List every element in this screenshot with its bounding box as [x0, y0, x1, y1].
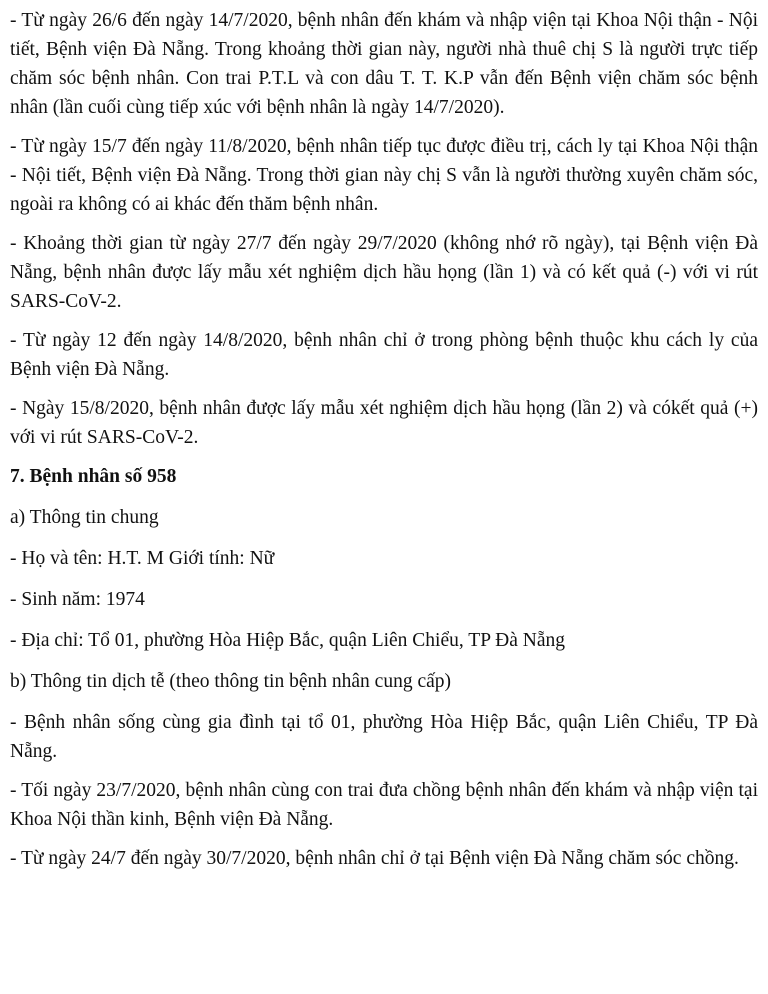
- general-info-title: a) Thông tin chung: [10, 507, 159, 528]
- birth-year-line: - Sinh năm: 1974: [10, 589, 145, 610]
- paragraph-hospital-visit: - Tối ngày 23/7/2020, bệnh nhân cùng con trai đưa chồng bệnh nhân đến khám và nhập viện tại Khoa Nội thần kinh, Bệnh viện Đà Nẵng.: [10, 780, 758, 830]
- paragraph-residence: - Bệnh nhân sống cùng gia đình tại tổ 01, phường Hòa Hiệp Bắc, quận Liên Chiểu, TP Đà Nẵng.: [10, 712, 758, 762]
- paragraph-first-test: - Khoảng thời gian từ ngày 27/7 đến ngày 29/7/2020 (không nhớ rõ ngày), tại Bệnh viện Đà Nẵng, bệnh nhân được lấy mẫu xét nghiệm dịch hầu họng (lần 1) và có kết quả (-) với vi rút SARS-CoV-2.: [10, 233, 758, 312]
- paragraph-second-test: - Ngày 15/8/2020, bệnh nhân được lấy mẫu xét nghiệm dịch hầu họng (lần 2) và cókết quả (+) với vi rút SARS-CoV-2.: [10, 398, 758, 448]
- paragraph-caregiving: - Từ ngày 24/7 đến ngày 30/7/2020, bệnh nhân chỉ ở tại Bệnh viện Đà Nẵng chăm sóc chồng.: [10, 848, 739, 869]
- section-heading: 7. Bệnh nhân số 958: [10, 466, 177, 487]
- document-page: [10, 6, 758, 883]
- address-line: - Địa chỉ: Tổ 01, phường Hòa Hiệp Bắc, quận Liên Chiểu, TP Đà Nẵng: [10, 630, 566, 651]
- name-gender-line: - Họ và tên: H.T. M Giới tính: Nữ: [10, 548, 275, 569]
- epidemiology-title: b) Thông tin dịch tễ (theo thông tin bệnh nhân cung cấp): [10, 671, 451, 692]
- paragraph-treatment: - Từ ngày 15/7 đến ngày 11/8/2020, bệnh nhân tiếp tục được điều trị, cách ly tại Khoa Nội thận - Nội tiết, Bệnh viện Đà Nẵng. Trong thời gian này chị S vẫn là người thường xuyên chăm sóc, ngoài ra không có ai khác đến thăm bệnh nhân.: [10, 136, 758, 215]
- paragraph-admission: - Từ ngày 26/6 đến ngày 14/7/2020, bệnh nhân đến khám và nhập viện tại Khoa Nội thận - Nội tiết, Bệnh viện Đà Nẵng. Trong khoảng thời gian này, người nhà thuê chị S là người trực tiếp chăm sóc bệnh nhân. Con trai P.T.L và con dâu T. T. K.P vẫn đến Bệnh viện chăm sóc bệnh nhân (lần cuối cùng tiếp xúc với bệnh nhân là ngày 14/7/2020).: [10, 10, 758, 118]
- paragraph-isolation: - Từ ngày 12 đến ngày 14/8/2020, bệnh nhân chỉ ở trong phòng bệnh thuộc khu cách ly của Bệnh viện Đà Nẵng.: [10, 330, 758, 380]
